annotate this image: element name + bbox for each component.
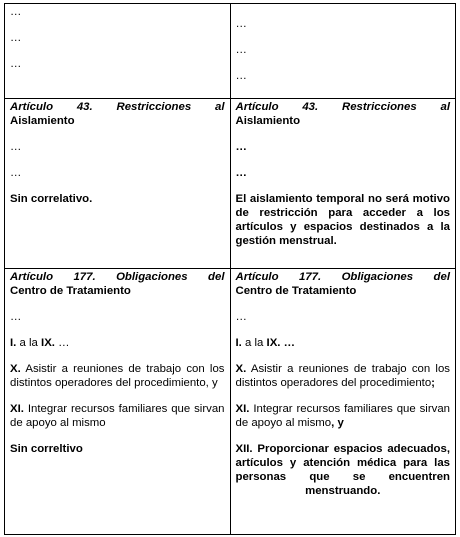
right-cell [230, 269, 456, 535]
article-title: Artículo 177. Obligaciones del [235, 271, 450, 283]
added-paragraph: El aislamiento temporal no será motivo de restricción para acceder a los artículos y espacios destinados a la gestión menstrual. [235, 193, 450, 247]
fraction-range: I. a la IX. … [10, 337, 70, 349]
article-title: Artículo 43. Restricciones al [10, 101, 225, 113]
fraction-xi: XI. Integrar recursos familiares que sirvan de apoyo al mismo [10, 403, 225, 429]
ellipsis-text: … [10, 167, 22, 179]
no-correlative-note: Sin correltivo [10, 443, 83, 455]
ellipsis-text: … [10, 311, 22, 323]
article-title: Artículo 43. Restricciones al [235, 101, 450, 113]
fraction-x: X. Asistir a reuniones de trabajo con los distintos operadores del procedimiento; [235, 363, 450, 389]
article-subtitle: Aislamiento [235, 115, 301, 127]
table-row [5, 99, 456, 269]
left-cell [5, 99, 231, 269]
ellipsis-text: … [10, 58, 22, 70]
ellipsis-text: … [235, 44, 247, 56]
fraction-xii: XII. Proporcionar espacios adecuados, artículos y atención médica para las personas que se encuentren menstruando. [235, 443, 450, 497]
ellipsis-text: … [235, 141, 247, 153]
fraction-range: I. a la IX. … [235, 337, 296, 349]
ellipsis-text: … [235, 311, 247, 323]
ellipsis-text: … [10, 32, 22, 44]
right-cell [230, 4, 456, 99]
fraction-x: X. Asistir a reuniones de trabajo con los distintos operadores del procedimiento, y [10, 363, 225, 389]
table-row [5, 4, 456, 99]
comparison-table [4, 3, 456, 535]
ellipsis-text: … [235, 167, 247, 179]
article-title: Artículo 177. Obligaciones del [10, 271, 225, 283]
right-cell [230, 99, 456, 269]
fraction-xi: XI. Integrar recursos familiares que sirvan de apoyo al mismo, y [235, 403, 450, 429]
left-cell [5, 269, 231, 535]
article-subtitle: Centro de Tratamiento [10, 285, 131, 297]
table-row [5, 269, 456, 535]
left-cell [5, 4, 231, 99]
article-subtitle: Aislamiento [10, 115, 75, 127]
ellipsis-text: … [10, 6, 22, 18]
ellipsis-text: … [235, 18, 247, 30]
article-subtitle: Centro de Tratamiento [235, 285, 357, 297]
no-correlative-note: Sin correlativo. [10, 193, 93, 205]
ellipsis-text: … [235, 70, 247, 82]
ellipsis-text: … [10, 141, 22, 153]
